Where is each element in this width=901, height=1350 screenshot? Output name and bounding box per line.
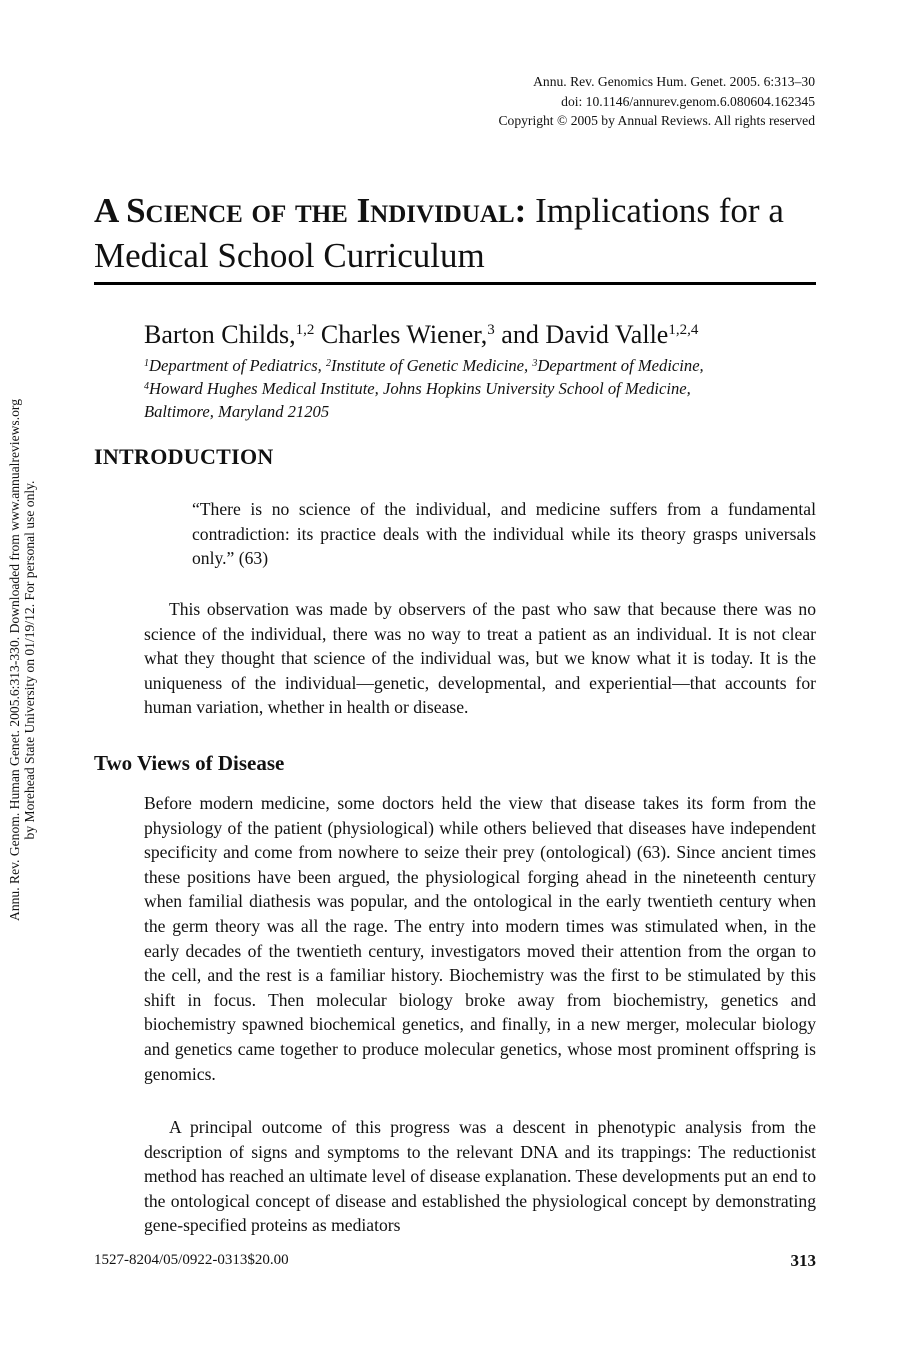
title-small-caps: A Science of the Individual: bbox=[94, 191, 527, 230]
author-wiener: Charles Wiener, bbox=[314, 320, 488, 349]
author-valle: and David Valle bbox=[494, 320, 669, 349]
author-wiener-affil: 3 bbox=[487, 322, 495, 338]
epigraph-quote: “There is no science of the individual, and medicine suffers from a fundamental contradiction: its practice deals with the individual while its theory grasps universals only.” (63) bbox=[192, 499, 816, 569]
affil-genetic-medicine: Institute of Genetic Medicine, bbox=[330, 356, 533, 375]
journal-doi: doi: 10.1146/annurev.genom.6.080604.162345 bbox=[561, 93, 815, 109]
affiliation-line-2 bbox=[144, 377, 816, 400]
paragraph-introduction: This observation was made by observers of the past who saw that because there was no science of the individual, there was no way to treat a patient as an individual. It is not clear what they thought that science of the individual was, but we know what it is today. It is the uniqueness of the individual—genetic, developmental, and experiential—that accounts for human variation, whether in health or disease. bbox=[144, 599, 816, 718]
affil-medicine: Department of Medicine, bbox=[537, 356, 704, 375]
author-childs: Barton Childs, bbox=[144, 320, 296, 349]
author-valle-affil: 1,2,4 bbox=[668, 322, 699, 338]
author-childs-affil: 1,2 bbox=[295, 322, 315, 338]
affil-marker-1: 1 bbox=[144, 358, 149, 369]
title-line-2: Medical School Curriculum bbox=[94, 236, 485, 275]
article-title bbox=[94, 188, 816, 278]
journal-copyright: Copyright © 2005 by Annual Reviews. All rights reserved bbox=[498, 113, 815, 128]
section-heading-introduction: INTRODUCTION bbox=[94, 444, 274, 469]
affil-marker-2: 2 bbox=[325, 358, 331, 369]
journal-header bbox=[498, 72, 815, 131]
affiliation-line-1 bbox=[144, 354, 816, 377]
section-heading-two-views: Two Views of Disease bbox=[94, 751, 285, 775]
affiliation-line-3: Baltimore, Maryland 21205 bbox=[144, 402, 330, 421]
paragraph-two-views-1: Before modern medicine, some doctors held the view that disease takes its form from the physiology of the patient (physiological) while others believed that diseases have independent specificity and come from nowhere to seize their prey (ontological) (63). Since ancient times these positions have been argued, the physiological forging ahead in the nineteenth century when familial diathesis was popular, and the ontological in the early twentieth century when the germ theory was all the rage. The entry into modern times was stimulated when, in the early decades of the twentieth century, investigators moved their attention from the organ to the cell, and the rest is a familiar history. Biochemistry was the first to be stimulated by this shift in focus. Then molecular biology broke away from biochemistry, genetics and biochemistry spawned biochemical genetics, and finally, in a new merger, molecular biology and genetics came together to produce molecular genetics, whose most prominent offspring is genomics. bbox=[144, 793, 816, 1084]
author-list bbox=[144, 318, 698, 352]
page-number: 313 bbox=[790, 1251, 816, 1270]
download-side-note bbox=[0, 310, 44, 1010]
affil-hhmi: Howard Hughes Medical Institute, Johns Hopkins University School of Medicine, bbox=[149, 379, 691, 398]
side-note-line-2: by Morehead State University on 01/19/12. For personal use only. bbox=[22, 480, 37, 840]
journal-citation: Annu. Rev. Genomics Hum. Genet. 2005. 6:313–30 bbox=[533, 74, 815, 89]
affil-pediatrics: Department of Pediatrics, bbox=[149, 356, 326, 375]
affil-marker-4: 4 bbox=[144, 381, 149, 392]
affil-marker-3: 3 bbox=[532, 358, 538, 369]
paragraph-two-views-2: A principal outcome of this progress was a descent in phenotypic analysis from the description of signs and symptoms to the relevant DNA and its trappings: The reductionist method has reached an ultimate level of disease explanation. These developments put an end to the ontological concept of disease and established the physiological concept by demonstrating gene-specified proteins as mediators bbox=[144, 1117, 816, 1236]
footer-issn-code: 1527-8204/05/0922-0313$20.00 bbox=[94, 1252, 289, 1268]
side-note-line-1: Annu. Rev. Genom. Human Genet. 2005.6:313-330. Downloaded from www.annualreviews.org bbox=[7, 399, 22, 921]
affiliations bbox=[144, 354, 816, 423]
title-rest: Implications for a bbox=[526, 191, 784, 230]
title-rule bbox=[94, 282, 816, 285]
